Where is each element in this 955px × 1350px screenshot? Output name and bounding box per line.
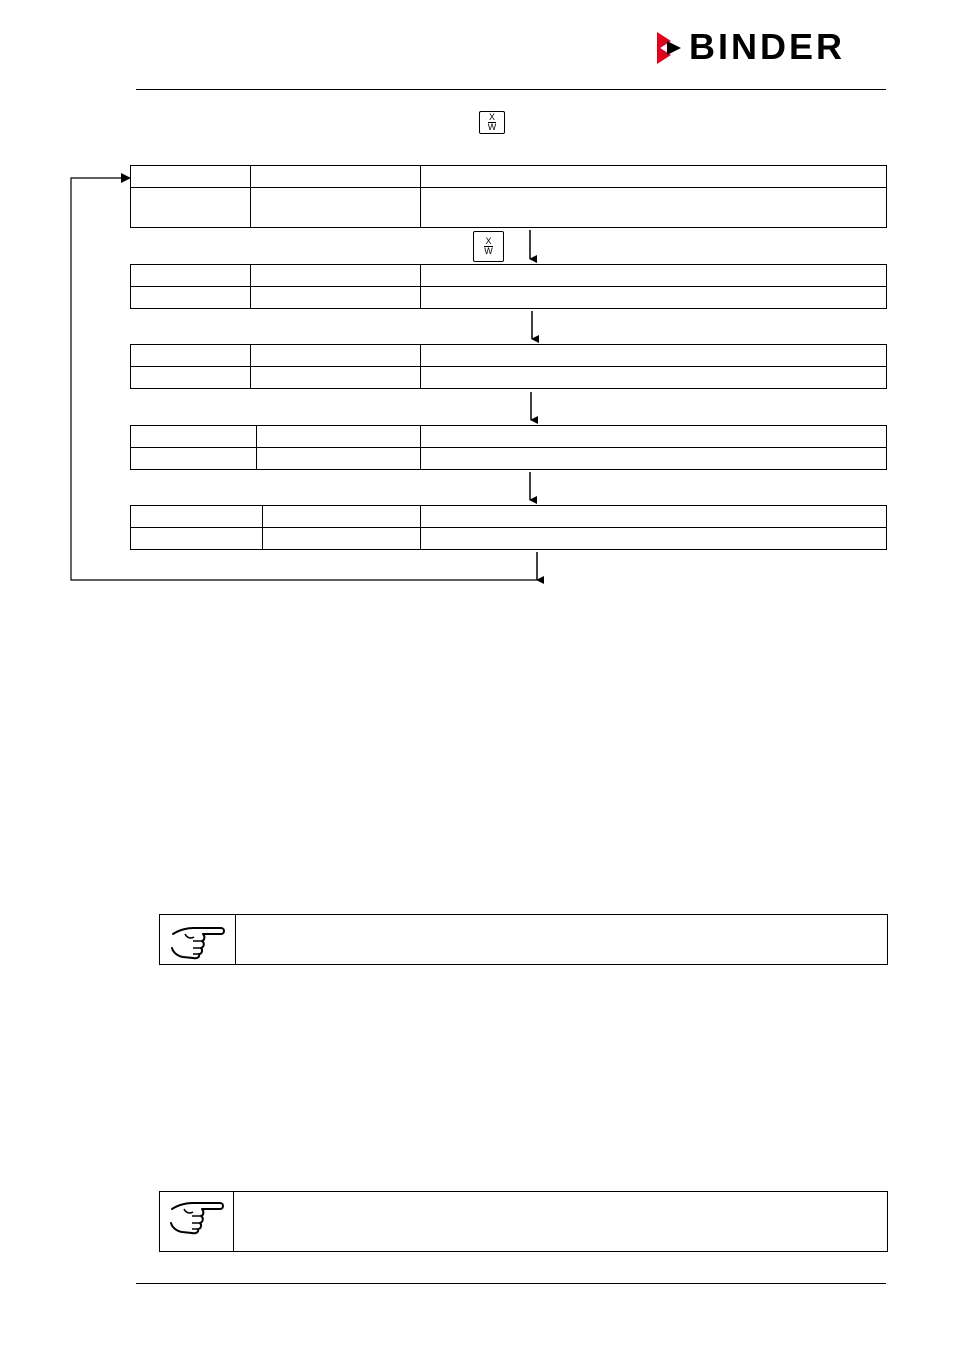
loop-back-line bbox=[71, 178, 537, 580]
flow-arrows bbox=[0, 0, 955, 600]
pointing-hand-icon bbox=[169, 920, 227, 960]
key-lower: W bbox=[484, 246, 493, 256]
key-upper: X bbox=[488, 112, 495, 122]
key-lower: W bbox=[487, 122, 497, 132]
note-icon-cell bbox=[160, 915, 236, 964]
key-upper: X bbox=[485, 236, 492, 246]
note-box bbox=[159, 914, 888, 965]
note-text bbox=[236, 915, 887, 964]
note-text bbox=[234, 1192, 887, 1251]
footer-rule bbox=[136, 1283, 886, 1284]
pointing-hand-icon bbox=[168, 1195, 226, 1235]
note-box bbox=[159, 1191, 888, 1252]
note-icon-cell bbox=[160, 1192, 234, 1251]
brand-name: BINDER bbox=[689, 26, 846, 67]
